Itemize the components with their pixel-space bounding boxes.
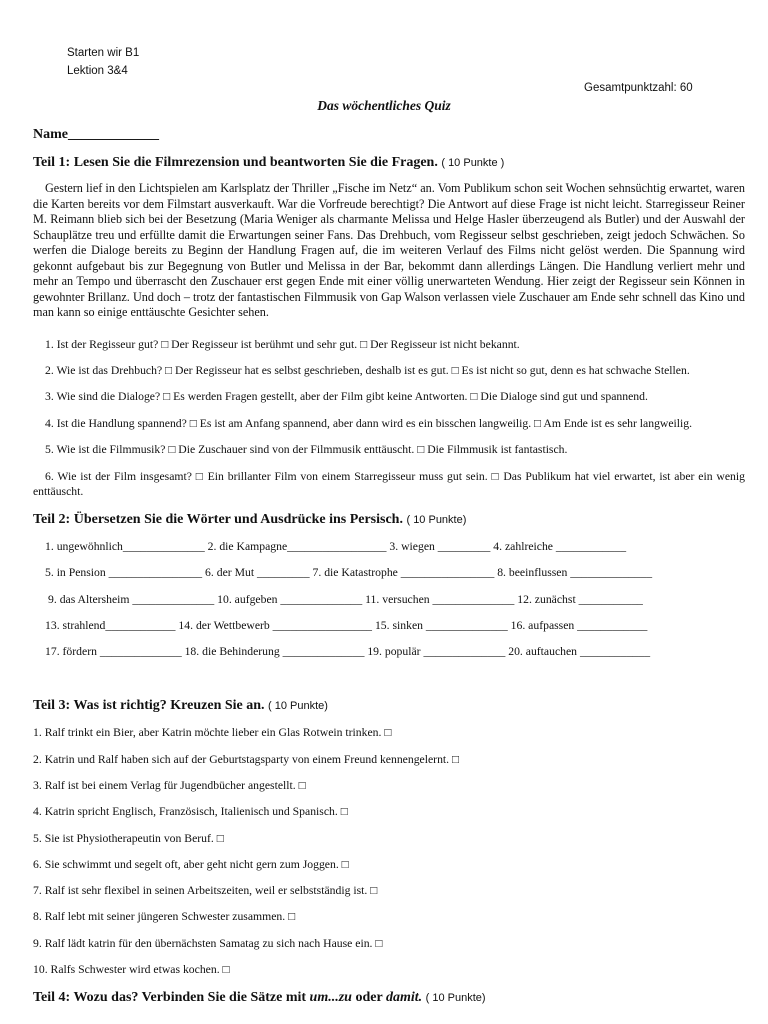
film-review-text: Gestern lief in den Lichtspielen am Karlsplatz der Thriller „Fische im Netz“ an. Vom Publikum schon seit Wochen sehnsüchtig erwartet, waren die Karten bereits vor dem Filmstart ausverkauft. War die Vorfreude berechtigt? Die Antwort auf diese Frage ist nicht leicht. Starregisseur Reiner M. Reimann blieb sich bei der Besetzung (Maria Weniger als charmante Melissa und Helge Hasler überzeugend als Butler) und der Auswahl der Schauplätze treu und erfüllte damit die Erwartungen seiner Fans. Das Drehbuch, vom Regisseur selbst geschrieben, zeigt jedoch Schwächen. So werfen die Dialoge bereits zu Beginn der Handlung Fragen auf, die im weiteren Verlauf des Films nicht gelöst werden. Die Spannung wird gekonnt aufgebaut bis zur Begegnung von Butler und Melissa in der Bar, bekommt dann allerdings Längen. Die Handlung verliert mehr und mehr an Tempo und überrascht den Zuschauer erst gegen Ende mit einer völlig unerwarteten Wendung. Hier zeigt der Regisseur sein Können in gewohnter Brillanz. Und doch – trotz der fantastischen Filmmusik von Gap Walson verlassen viele Zuschauer am Ende sehr schnell das Kino und man kann so einige enttäuschte Gesichter sehen. — [33, 181, 745, 319]
vocab-line: 1. ungewöhnlich______________ 2. die Kampagne_________________ 3. wiegen _________ 4. zahlreiche ____________ — [45, 540, 627, 553]
question-item: 5. Wie ist die Filmmusik? □ Die Zuschauer sind von der Filmmusik enttäuscht. □ Die Filmmusik ist fantastisch. — [45, 443, 568, 456]
statement-item: 7. Ralf ist sehr flexibel in seinen Arbeitszeiten, weil er selbstständig ist. □ — [33, 884, 378, 897]
lesson-label: Lektion 3&4 — [67, 65, 128, 77]
statement-item: 1. Ralf trinkt ein Bier, aber Katrin möchte lieber ein Glas Rotwein trinken. □ — [33, 726, 392, 739]
vocab-line: 5. in Pension ________________ 6. der Mut _________ 7. die Katastrophe ________________ 8. beeinflussen ______________ — [45, 566, 653, 579]
statement-item: 10. Ralfs Schwester wird etwas kochen. □ — [33, 963, 230, 976]
teil2-heading: Teil 2: Übersetzen Sie die Wörter und Ausdrücke ins Persisch. ( 10 Punkte) — [33, 512, 467, 527]
page-title: Das wöchentliches Quiz — [317, 98, 451, 113]
question-item: 1. Ist der Regisseur gut? □ Der Regisseur ist berühmt und sehr gut. □ Der Regisseur ist nicht bekannt. — [45, 338, 520, 351]
statement-item: 2. Katrin und Ralf haben sich auf der Geburtstagsparty von einem Freund kennengelernt. □ — [33, 753, 460, 766]
question-item: 2. Wie ist das Drehbuch? □ Der Regisseur hat es selbst geschrieben, deshalb ist es gut. □ Es ist nicht so gut, denn es hat schwache Stellen. — [45, 364, 690, 377]
statement-item: 5. Sie ist Physiotherapeutin von Beruf. □ — [33, 832, 224, 845]
course-label: Starten wir B1 — [67, 47, 140, 59]
question-item: 6. Wie ist der Film insgesamt? □ Ein brillanter Film von einem Starregisseur muss gut sein. □ Das Publikum hat viel erwartet, ist aber ein wenig enttäuscht. — [33, 470, 745, 498]
teil1-heading: Teil 1: Lesen Sie die Filmrezension und beantworten Sie die Fragen. ( 10 Punkte ) — [33, 155, 505, 170]
vocab-line: 13. strahlend____________ 14. der Wettbewerb _________________ 15. sinken ______________ 16. aufpassen ____________ — [45, 619, 648, 632]
name-field: Name_____________ — [33, 127, 159, 142]
vocab-line: 9. das Altersheim ______________ 10. aufgeben ______________ 11. versuchen ______________ 12. zunächst ___________ — [48, 593, 643, 606]
total-points: Gesamtpunktzahl: 60 — [584, 82, 693, 94]
statement-item: 6. Sie schwimmt und segelt oft, aber geht nicht gern zum Joggen. □ — [33, 858, 349, 871]
teil4-heading: Teil 4: Wozu das? Verbinden Sie die Sätze mit um...zu oder damit. ( 10 Punkte) — [33, 990, 486, 1005]
statement-item: 4. Katrin spricht Englisch, Französisch, Italienisch und Spanisch. □ — [33, 805, 348, 818]
teil3-heading: Teil 3: Was ist richtig? Kreuzen Sie an. ( 10 Punkte) — [33, 698, 328, 713]
question-item: 4. Ist die Handlung spannend? □ Es ist am Anfang spannend, aber dann wird es ein bisschen langweilig. □ Am Ende ist es sehr langweilig. — [45, 417, 693, 430]
vocab-line: 17. fördern ______________ 18. die Behinderung ______________ 19. populär ______________ 20. auftauchen ____________ — [45, 645, 651, 658]
question-item: 3. Wie sind die Dialoge? □ Es werden Fragen gestellt, aber der Film gibt keine Antworten. □ Die Dialoge sind gut und spannend. — [45, 390, 648, 403]
statement-item: 8. Ralf lebt mit seiner jüngeren Schwester zusammen. □ — [33, 910, 296, 923]
statement-item: 3. Ralf ist bei einem Verlag für Jugendbücher angestellt. □ — [33, 779, 306, 792]
statement-item: 9. Ralf lädt katrin für den übernächsten Samatag zu sich nach Hause ein. □ — [33, 937, 383, 950]
